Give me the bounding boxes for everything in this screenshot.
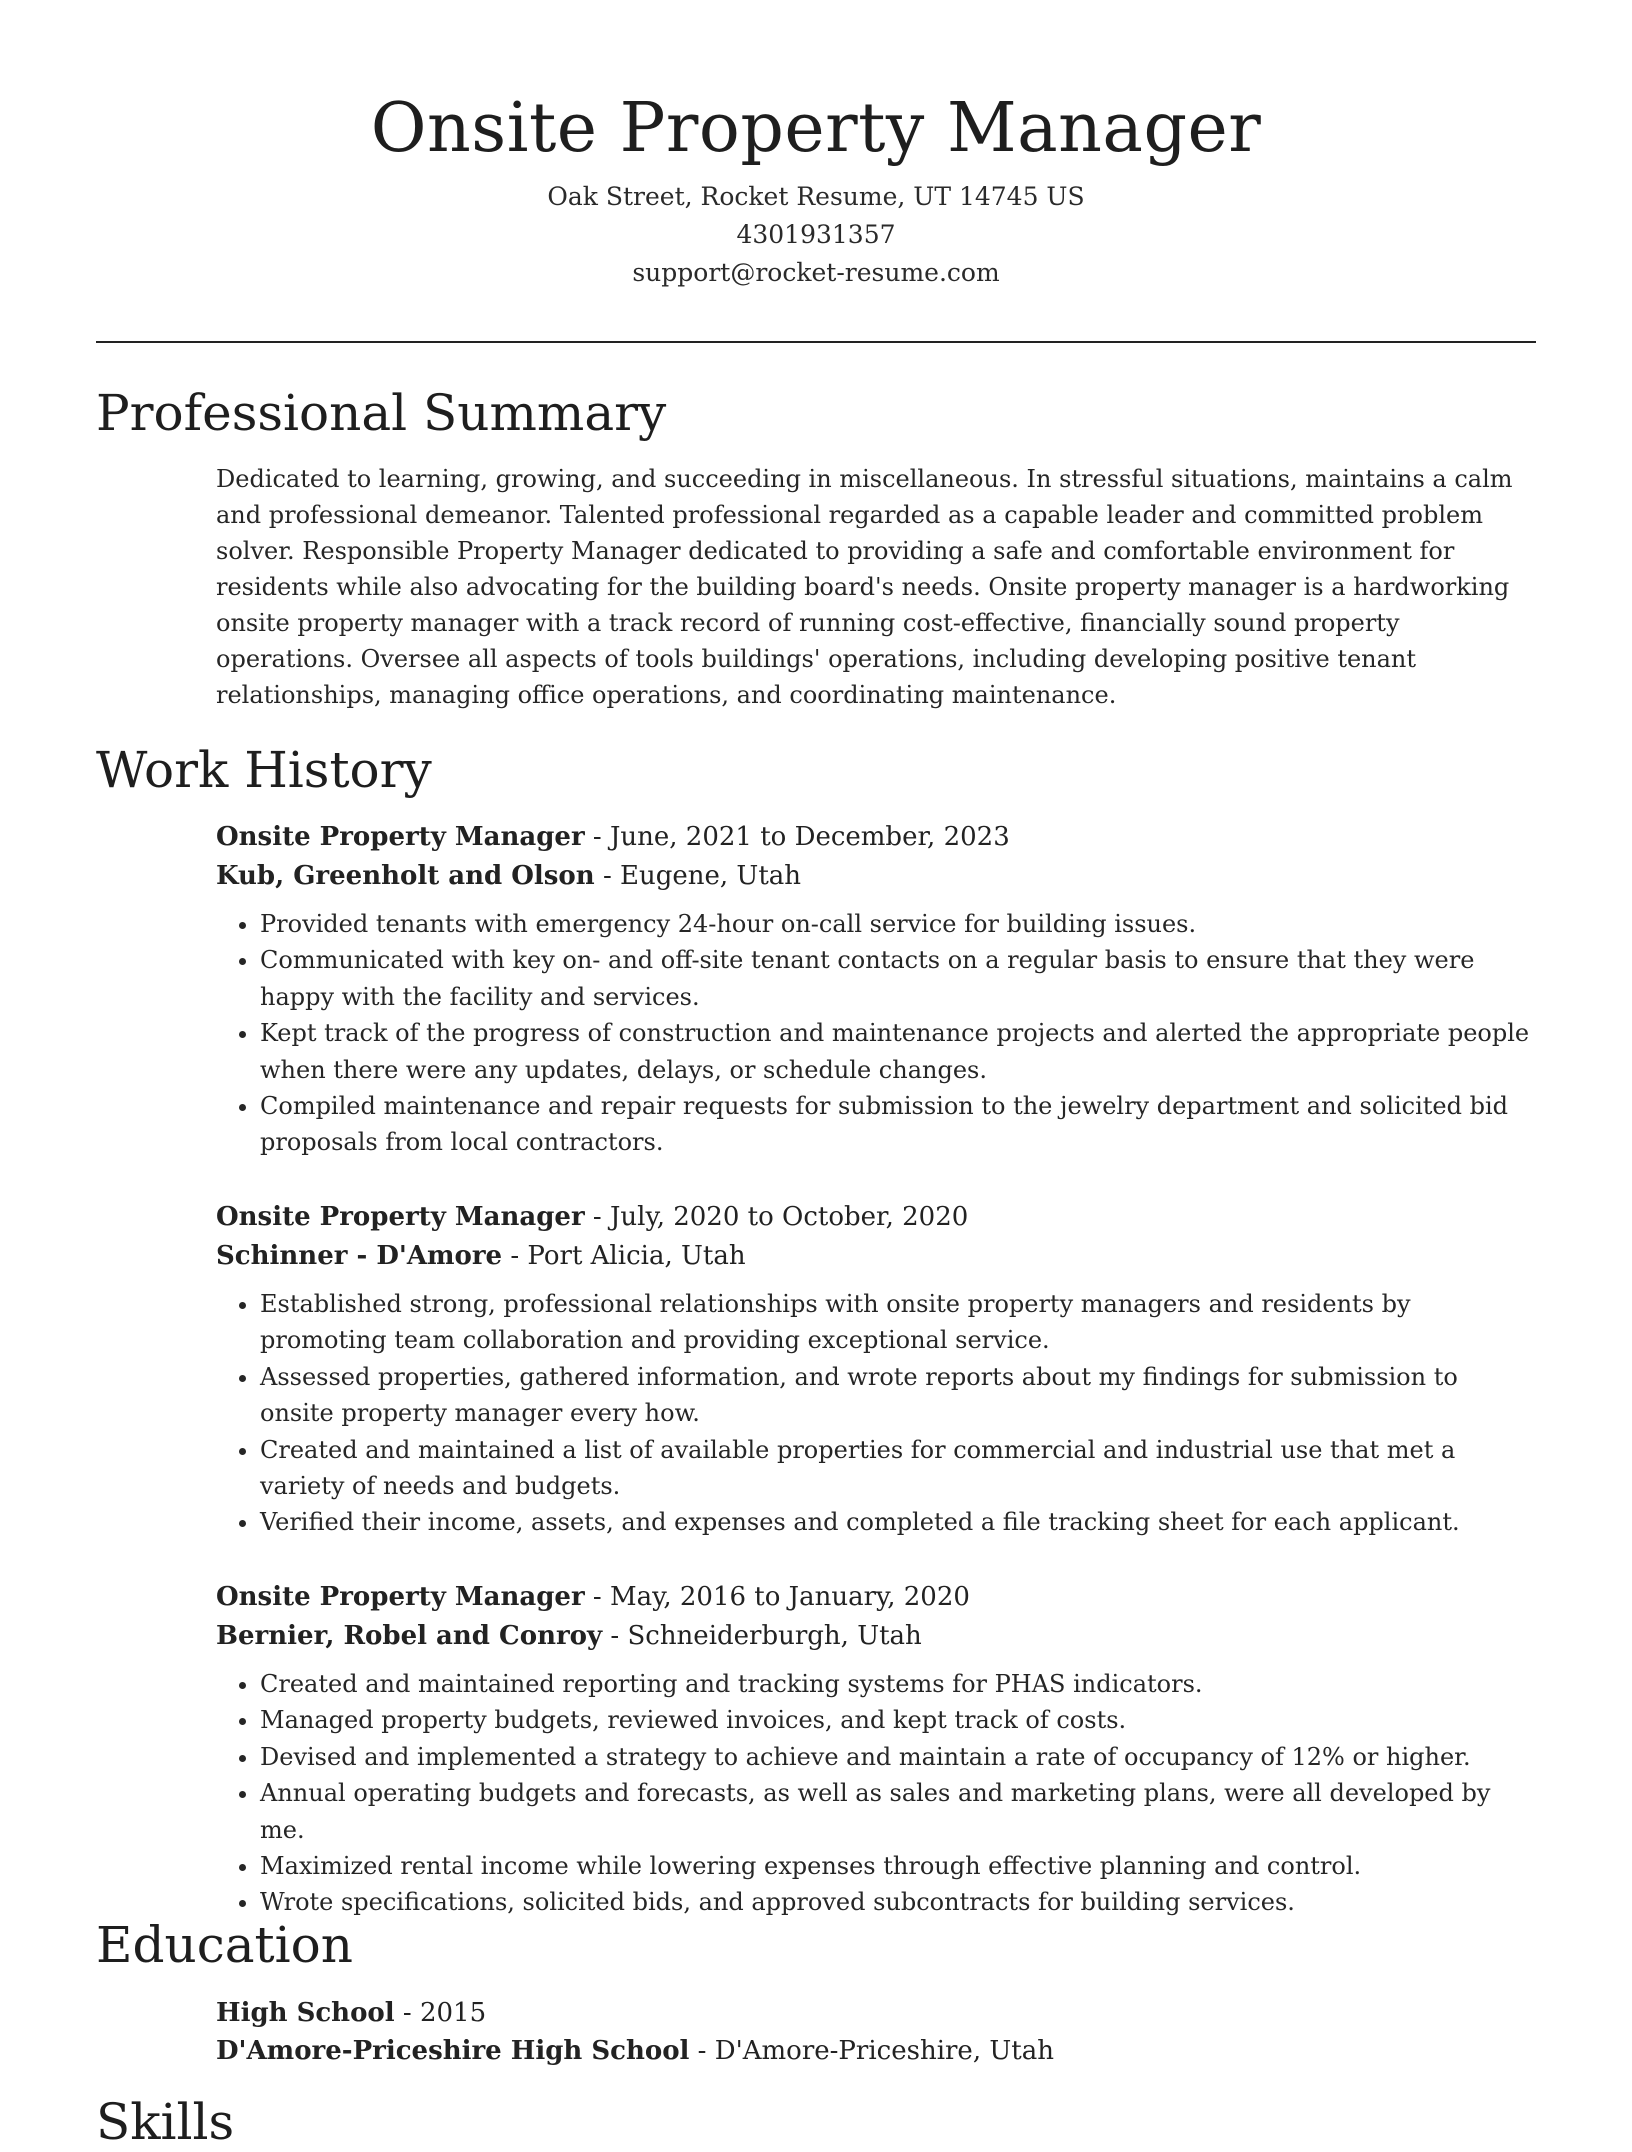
job-bullet: • Verified their income, assets, and expenses and completed a file tracking sheet for each applicant. [260, 1504, 1538, 1540]
job-dates: - July, 2020 to October, 2020 [584, 1202, 969, 1232]
job-bullet: • Established strong, professional relationships with onsite property managers and residents by promoting team collaboration and providing exceptional service. [260, 1286, 1538, 1359]
contact-address: Oak Street, Rocket Resume, UT 14745 US [547, 182, 1085, 211]
job-bullets [216, 906, 1538, 1161]
job-bullet: • Assessed properties, gathered information, and wrote reports about my findings for submission to onsite property manager every how. [260, 1359, 1538, 1432]
work-history-heading: Work History [96, 741, 432, 799]
education-year: - 2015 [394, 1998, 487, 2028]
job-bullet: • Created and maintained a list of available properties for commercial and industrial use that met a variety of needs and budgets. [260, 1432, 1538, 1505]
job-company: Schinner - D'Amore [216, 1241, 503, 1271]
job-company-line [216, 1237, 1538, 1276]
job-location: - Port Alicia, Utah [502, 1241, 746, 1271]
job-company: Kub, Greenholt and Olson [216, 861, 595, 891]
skills-heading: Skills [96, 2093, 235, 2151]
job-location: - Schneiderburgh, Utah [602, 1621, 922, 1651]
job-company-line [216, 857, 1538, 896]
education-heading: Education [96, 1916, 353, 1974]
education-location: - D'Amore-Priceshire, Utah [689, 2036, 1054, 2066]
education-entry [216, 1994, 1538, 2070]
job-title-line [216, 1578, 1538, 1617]
contact-info [96, 178, 1536, 292]
job-bullet: • Devised and implemented a strategy to achieve and maintain a rate of occupancy of 12% or higher. [260, 1739, 1538, 1775]
job-bullets [216, 1286, 1538, 1541]
job-bullet: • Managed property budgets, reviewed invoices, and kept track of costs. [260, 1702, 1538, 1738]
job-bullet: • Provided tenants with emergency 24-hour on-call service for building issues. [260, 906, 1538, 942]
job-entry [216, 1198, 1538, 1541]
job-bullet: • Compiled maintenance and repair requests for submission to the jewelry department and solicited bid proposals from local contractors. [260, 1088, 1538, 1161]
summary-heading: Professional Summary [96, 384, 667, 442]
job-title: Onsite Property Manager [216, 1202, 585, 1232]
education-degree-line [216, 1994, 1538, 2032]
job-entry [216, 818, 1538, 1161]
candidate-name: Onsite Property Manager [370, 89, 1262, 168]
job-title-line [216, 818, 1538, 857]
summary-block [216, 461, 1538, 713]
job-dates: - May, 2016 to January, 2020 [584, 1582, 970, 1612]
job-bullet: • Communicated with key on- and off-site tenant contacts on a regular basis to ensure that they were happy with the facility and services. [260, 942, 1538, 1015]
job-bullet: • Annual operating budgets and forecasts, as well as sales and marketing plans, were all developed by me. [260, 1775, 1538, 1848]
header-divider [96, 341, 1536, 343]
job-entry [216, 1578, 1538, 1921]
job-company-line [216, 1617, 1538, 1656]
contact-phone: 4301931357 [736, 220, 896, 249]
education-school: D'Amore-Priceshire High School [216, 2036, 690, 2066]
job-location: - Eugene, Utah [594, 861, 802, 891]
job-bullet: • Maximized rental income while lowering expenses through effective planning and control. [260, 1848, 1538, 1884]
job-bullet: • Kept track of the progress of construction and maintenance projects and alerted the appropriate people when there were any updates, delays, or schedule changes. [260, 1015, 1538, 1088]
job-dates: - June, 2021 to December, 2023 [584, 822, 1010, 852]
contact-email: support@rocket-resume.com [632, 258, 1000, 287]
job-bullet: • Wrote specifications, solicited bids, and approved subcontracts for building services. [260, 1884, 1538, 1920]
summary-text: Dedicated to learning, growing, and succeeding in miscellaneous. In stressful situations, maintains a calm and professional demeanor. Talented professional regarded as a capable leader and committed problem solver. Responsible Property Manager dedicated to providing a safe and comfortable environment for residents while also advocating for the building board's needs. Onsite property manager is a hardworking onsite property manager with a track record of running cost-effective, financially sound property operations. Oversee all aspects of tools buildings' operations, including developing positive tenant relationships, managing office operations, and coordinating maintenance. [216, 465, 1513, 709]
education-degree: High School [216, 1998, 395, 2028]
job-title-line [216, 1198, 1538, 1237]
resume-header [96, 84, 1536, 292]
education-school-line [216, 2032, 1538, 2070]
job-bullets [216, 1666, 1538, 1921]
job-title: Onsite Property Manager [216, 822, 585, 852]
job-bullet: • Created and maintained reporting and tracking systems for PHAS indicators. [260, 1666, 1538, 1702]
job-company: Bernier, Robel and Conroy [216, 1621, 603, 1651]
job-title: Onsite Property Manager [216, 1582, 585, 1612]
